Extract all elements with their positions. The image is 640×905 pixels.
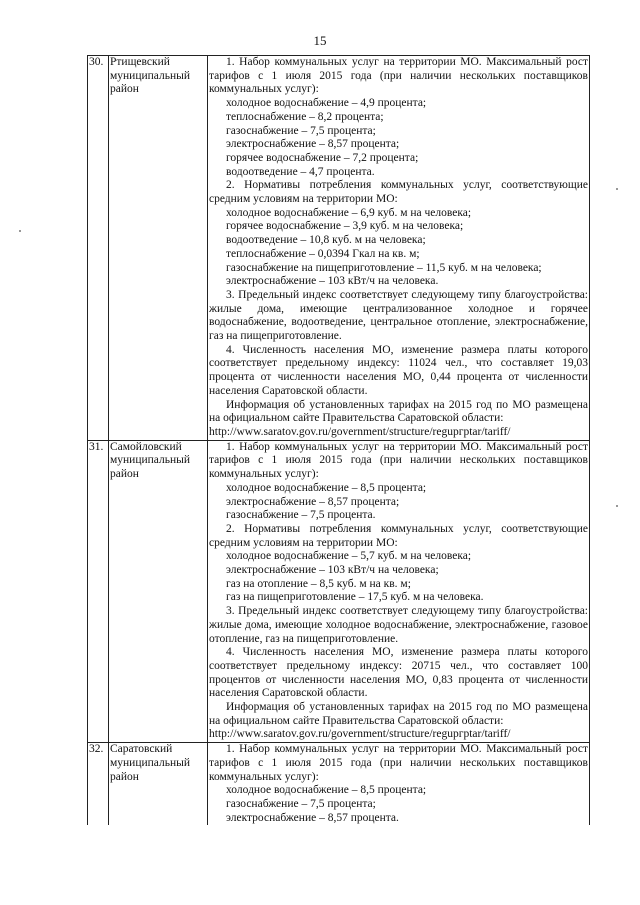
list-item: холодное водоснабжение – 8,5 процента; — [226, 784, 427, 797]
list-item: газоснабжение – 7,5 процента. — [226, 509, 376, 522]
list-item: электроснабжение – 103 кВт/ч на человека; — [226, 564, 439, 577]
list-item: теплоснабжение – 0,0394 Гкал на кв. м; — [226, 247, 420, 260]
paragraph-population: 4. Численность населения МО, изменение размера платы которого соответствует предельному индексу: 11024 чел., что составляет 19,03 процента от численности населения МО, 0,44 процента от численности населения Саратовской области. — [209, 343, 588, 397]
district-name: Ртищевский муниципальный район — [109, 56, 208, 441]
paragraph-info: Информация об установленных тарифах на 2015 год по МО размещена на официальном сайте Правительства Саратовской области: — [209, 701, 588, 727]
list-item: электроснабжение – 8,57 процента; — [226, 138, 400, 151]
tariff-table — [87, 55, 590, 825]
row-number: 30. — [88, 56, 109, 441]
list-item: водоотведение – 10,8 куб. м на человека; — [226, 234, 426, 247]
paragraph-services: 1. Набор коммунальных услуг на территории МО. Максимальный рост тарифов с 1 июля 2015 года (при наличии нескольких поставщиков коммунальных услуг): — [209, 440, 588, 481]
paragraph-index: 3. Предельный индекс соответствует следующему типу благоустройства: жилые дома, имеющие централизованное холодное и горячее водоснабжение, водоотведение, центральное отопление, электроснабжение, газ на пищеприготовление. — [209, 288, 588, 343]
list-item: газоснабжение на пищеприготовление – 11,5 куб. м на человека; — [226, 261, 542, 274]
row-number: 31. — [88, 440, 109, 742]
scan-speck — [19, 230, 21, 232]
page-number: 15 — [313, 33, 327, 48]
row-content — [208, 743, 590, 826]
list-item: электроснабжение – 8,57 процента. — [226, 811, 399, 824]
paragraph-norms: 2. Нормативы потребления коммунальных услуг, соответствующие средним условиям на территории МО: — [209, 179, 588, 206]
paragraph-index: 3. Предельный индекс соответствует следующему типу благоустройства: жилые дома, имеющие холодное водоснабжение, электроснабжение, газовое отопление, газ на пищеприготовление. — [209, 605, 588, 645]
district-name: Саратовский муниципальный район — [109, 743, 208, 826]
paragraph-services: 1. Набор коммунальных услуг на территории МО. Максимальный рост тарифов с 1 июля 2015 года (при наличии нескольких поставщиков коммунальных услуг): — [209, 743, 588, 783]
district-name: Самойловский муниципальный район — [109, 440, 208, 742]
list-item: холодное водоснабжение – 8,5 процента; — [226, 481, 427, 494]
list-item: холодное водоснабжение – 6,9 куб. м на человека; — [226, 206, 472, 219]
list-item: холодное водоснабжение – 4,9 процента; — [226, 97, 427, 110]
paragraph-population: 4. Численность населения МО, изменение размера платы которого соответствует предельному индексу: 20715 чел., что составляет 100 процентов от численности населения МО, 0,83 процента от численности населения Саратовской области. — [209, 646, 588, 700]
tariff-link[interactable]: http://www.saratov.gov.ru/government/structure/regupгptar/tariff/ — [209, 425, 511, 438]
list-item: электроснабжение – 8,57 процента; — [226, 495, 400, 508]
list-item: газ на отопление – 8,5 куб. м на кв. м; — [226, 577, 411, 590]
list-item: водоотведение – 4,7 процента. — [226, 165, 375, 178]
scan-speck — [616, 505, 618, 507]
table-row — [88, 743, 590, 826]
list-item: газоснабжение – 7,5 процента; — [226, 124, 376, 137]
list-item: холодное водоснабжение – 5,7 куб. м на человека; — [226, 550, 472, 563]
row-content — [208, 56, 590, 441]
list-item: теплоснабжение – 8,2 процента; — [226, 110, 384, 123]
list-item: газоснабжение – 7,5 процента; — [226, 797, 376, 810]
row-number: 32. — [88, 743, 109, 826]
list-item: электроснабжение – 103 кВт/ч на человека. — [226, 275, 439, 288]
paragraph-norms: 2. Нормативы потребления коммунальных услуг, соответствующие средним условиям на территории МО: — [209, 522, 588, 549]
tariff-link[interactable]: http://www.saratov.gov.ru/government/structure/regupгptar/tariff/ — [209, 728, 511, 741]
table-row — [88, 56, 590, 441]
list-item: газ на пищеприготовление – 17,5 куб. м на человека. — [226, 591, 484, 604]
list-item: горячее водоснабжение – 7,2 процента; — [226, 151, 419, 164]
paragraph-services: 1. Набор коммунальных услуг на территории МО. Максимальный рост тарифов с 1 июля 2015 года (при наличии нескольких поставщиков коммунальных услуг): — [209, 56, 588, 96]
list-item: горячее водоснабжение – 3,9 куб. м на человека; — [226, 220, 464, 233]
table-row — [88, 440, 590, 742]
paragraph-info: Информация об установленных тарифах на 2015 год по МО размещена на официальном сайте Правительства Саратовской области: — [209, 398, 588, 425]
scan-speck — [616, 188, 618, 190]
row-content — [208, 440, 590, 742]
